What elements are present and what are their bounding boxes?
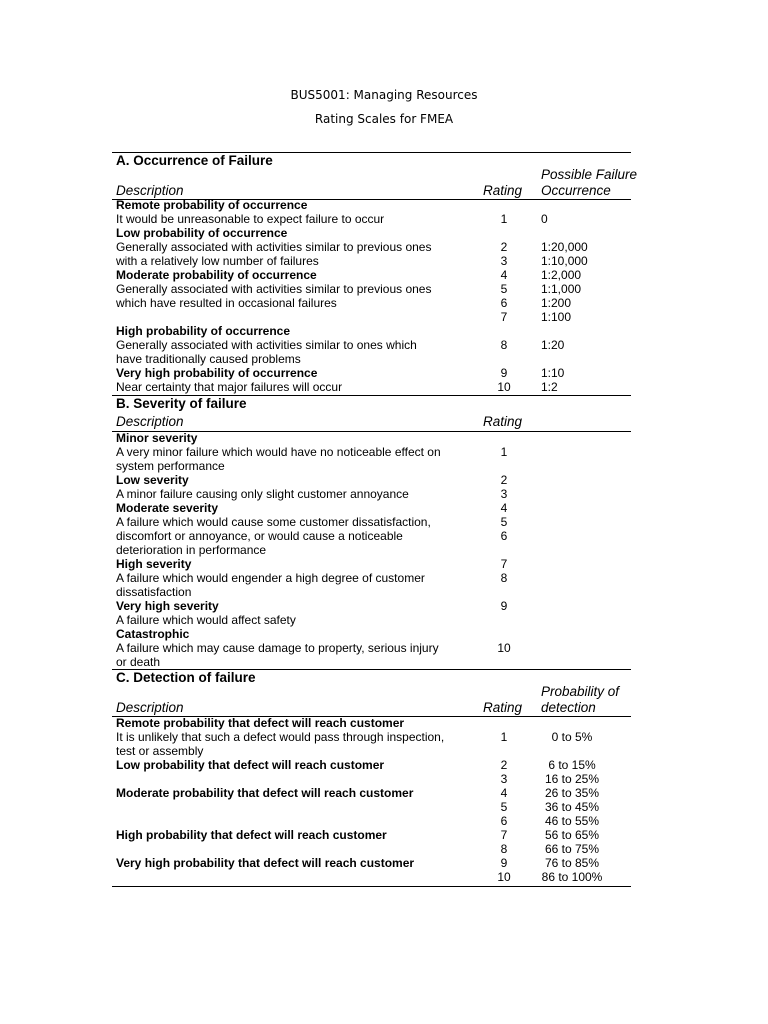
row-description: discomfort or annoyance, or would cause a noticeable [116,529,403,543]
row-heading: Very high probability of occurrence [116,366,318,380]
table-row [112,758,631,772]
row-rating: 3 [500,772,508,786]
table-row [112,324,631,338]
table-row [112,716,631,730]
row-heading: Remote probability of occurrence [116,198,308,212]
table-row [112,870,631,884]
table-row [112,198,631,212]
table-row [112,240,631,254]
row-value: 1:2,000 [541,268,582,282]
row-description: system performance [116,459,225,473]
row-rating: 8 [500,338,508,352]
row-description: A failure which would affect safety [116,613,296,627]
table-row [112,800,631,814]
description-header: Description [116,700,184,715]
row-rating: 9 [500,856,508,870]
row-heading: Minor severity [116,431,198,445]
table-row [112,828,631,842]
table-row [112,445,631,459]
rating-header: Rating [483,700,523,715]
row-description: A minor failure causing only slight customer annoyance [116,487,409,501]
row-heading: Very high severity [116,599,219,613]
table-row [112,786,631,800]
row-value: 26 to 35% [544,786,600,800]
row-heading: High severity [116,557,192,571]
row-value: 1:2 [541,380,558,394]
row-rating: 10 [497,870,511,884]
row-rating: 10 [497,380,511,394]
row-rating: 7 [500,557,508,571]
row-value: 1:1,000 [541,282,582,296]
occurrence-section [112,152,638,396]
row-rating: 1 [500,212,508,226]
row-description: Generally associated with activities similar to previous ones [116,282,432,296]
section-title: B. Severity of failure [116,396,247,411]
row-heading: Very high probability that defect will reach customer [116,856,415,870]
row-description: A failure which may cause damage to property, serious injury [116,641,439,655]
table-row [112,529,631,543]
row-rating: 5 [500,282,508,296]
row-rating: 8 [500,571,508,585]
row-description: test or assembly [116,744,204,758]
row-heading: Moderate severity [116,501,219,515]
row-value: 76 to 85% [544,856,600,870]
table-row [112,585,631,599]
row-description: which have resulted in occasional failures [116,296,337,310]
table-row [112,515,631,529]
row-value: 46 to 55% [544,814,600,828]
table-row [112,282,631,296]
row-description: Near certainty that major failures will occur [116,380,343,394]
row-heading: High probability of occurrence [116,324,291,338]
row-rating: 3 [500,254,508,268]
row-description: It is unlikely that such a defect would pass through inspection, [116,730,445,744]
table-row [112,366,631,380]
table-row [112,338,631,352]
table-row [112,641,631,655]
row-description: It would be unreasonable to expect failure to occur [116,212,385,226]
severity-section [112,395,631,670]
row-description: Generally associated with activities similar to previous ones [116,240,432,254]
row-value: 66 to 75% [544,842,600,856]
row-heading: Moderate probability of occurrence [116,268,317,282]
row-value: 1:10,000 [541,254,588,268]
value-header-line2: Occurrence [541,183,611,198]
rating-header: Rating [483,183,523,198]
detection-section [112,669,631,887]
row-heading: High probability that defect will reach customer [116,828,387,842]
table-row [112,268,631,282]
table-row [112,212,631,226]
table-row [112,473,631,487]
table-row [112,459,631,473]
table-row [112,557,631,571]
value-header-line1: Probability of [541,684,620,699]
description-header: Description [116,414,184,429]
row-description: Generally associated with activities similar to ones which [116,338,417,352]
row-value: 1:200 [541,296,572,310]
table-row [112,352,631,366]
row-rating: 7 [500,310,508,324]
row-value: 56 to 65% [544,828,600,842]
row-rating: 10 [497,641,511,655]
row-rating: 6 [500,529,508,543]
row-heading: Low probability of occurrence [116,226,288,240]
row-heading: Low severity [116,473,189,487]
row-rating: 5 [500,800,508,814]
table-row [112,571,631,585]
document-subtitle: Rating Scales for FMEA [314,112,454,126]
table-row [112,599,631,613]
table-row [112,814,631,828]
description-header: Description [116,183,184,198]
row-rating: 2 [500,240,508,254]
value-header-line1: Possible Failure [541,167,638,182]
row-description: dissatisfaction [116,585,192,599]
row-rating: 7 [500,828,508,842]
row-rating: 3 [500,487,508,501]
table-row [112,627,631,641]
table-row [112,501,631,515]
row-description: with a relatively low number of failures [116,254,319,268]
row-value: 1:10 [541,366,565,380]
row-description: A very minor failure which would have no noticeable effect on [116,445,441,459]
row-rating: 6 [500,814,508,828]
row-rating: 5 [500,515,508,529]
row-value: 36 to 45% [544,800,600,814]
row-rating: 4 [500,501,508,515]
row-description: or death [116,655,161,669]
row-value: 0 [541,212,548,226]
row-description: have traditionally caused problems [116,352,301,366]
row-heading: Low probability that defect will reach customer [116,758,385,772]
row-rating: 8 [500,842,508,856]
row-heading: Moderate probability that defect will reach customer [116,786,414,800]
row-heading: Remote probability that defect will reach customer [116,716,405,730]
row-rating: 4 [500,786,508,800]
row-rating: 1 [500,730,508,744]
row-value: 0 to 5% [551,730,593,744]
section-title: C. Detection of failure [116,670,256,685]
row-value: 16 to 25% [544,772,600,786]
row-rating: 6 [500,296,508,310]
table-row [112,856,631,870]
value-header-line2: detection [541,700,596,715]
table-row [112,487,631,501]
rating-header: Rating [483,414,523,429]
row-description: A failure which would engender a high degree of customer [116,571,425,585]
table-row [112,772,631,786]
table-row [112,730,631,744]
row-heading: Catastrophic [116,627,190,641]
table-row [112,254,631,268]
row-rating: 2 [500,758,508,772]
row-rating: 9 [500,599,508,613]
table-row [112,744,631,758]
row-value: 1:20,000 [541,240,588,254]
table-row [112,613,631,627]
row-value: 86 to 100% [541,870,603,884]
table-row [112,431,631,445]
table-row [112,655,631,669]
row-description: deterioration in performance [116,543,267,557]
section-bottom-rule [112,886,631,887]
row-value: 1:20 [541,338,565,352]
table-row [112,310,631,324]
document-title: BUS5001: Managing Resources [290,88,478,102]
row-rating: 2 [500,473,508,487]
table-row [112,380,631,394]
row-value: 1:100 [541,310,572,324]
table-row [112,296,631,310]
row-rating: 1 [500,445,508,459]
row-description: A failure which would cause some customer dissatisfaction, [116,515,431,529]
row-rating: 4 [500,268,508,282]
row-value: 6 to 15% [548,758,596,772]
table-row [112,543,631,557]
row-rating: 9 [500,366,508,380]
table-row [112,226,631,240]
section-title: A. Occurrence of Failure [116,153,273,168]
table-row [112,842,631,856]
